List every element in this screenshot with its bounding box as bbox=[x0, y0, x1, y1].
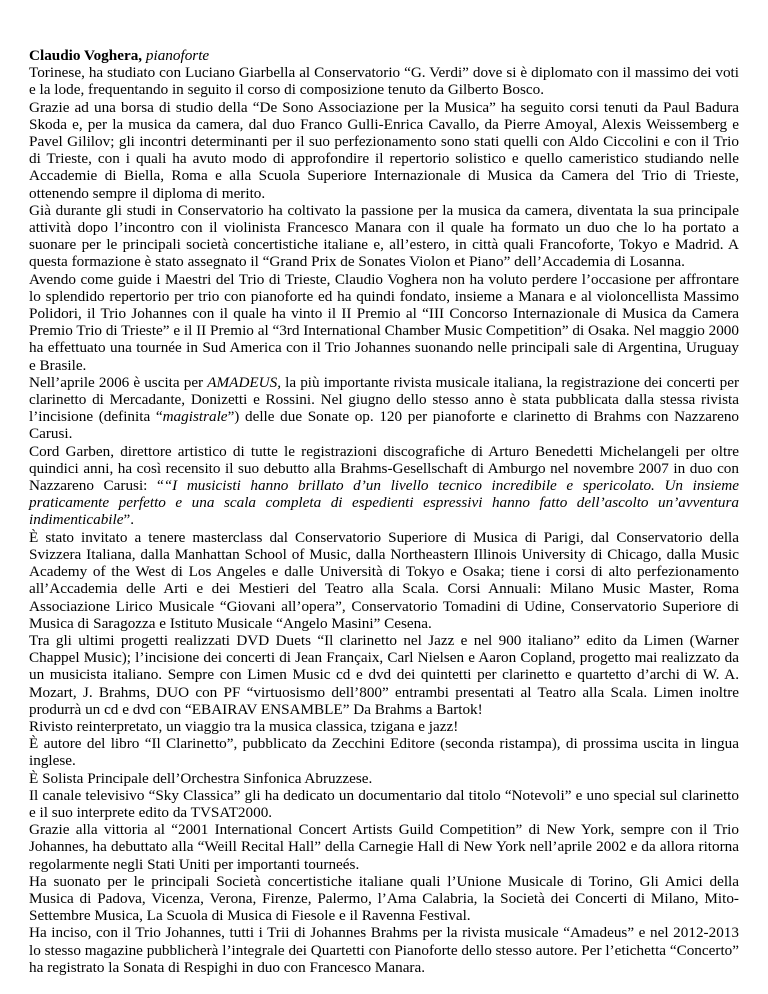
magazine-name: AMADEUS, bbox=[207, 373, 282, 391]
paragraph-recent-projects: Tra gli ultimi progetti realizzati DVD Duets “Il clarinetto nel Jazz e nel 900 italiano” edito da Limen (Warner Chappel Music); l’incisione dei concerti di Jean Françaix, Carl Nielsen e Aaron Copland, progetto mai realizzato da un musicista italiano. Sempre con Limen Music cd e dvd dei quintetti per clarinetto e quartetto d’archi di W. A. Mozart, J. Brahms, DUO con PF “virtuosismo dell’800” entrambi presentati al Teatro alla Scala. Limen inoltre produrrà un cd e dvd con “EBAIRAV ENSAMBLE” Da Brahms a Bartok! bbox=[29, 631, 739, 718]
paragraph-chamber-music: Già durante gli studi in Conservatorio ha coltivato la passione per la musica da camera, diventata la sua principale attività dopo l’incontro con il violinista Francesco Manara con il quale ha formato un duo che lo ha portato a suonare per le principali società concertistiche italiane e, all’estero, in città quali Francoforte, Tokyo e Madrid. A questa formazione è stato assegnato il “Grand Prix de Sonates Violon et Piano” dell’Accademia di Losanna. bbox=[29, 201, 739, 271]
bio-heading bbox=[29, 47, 739, 64]
paragraph-scholarship: Grazie ad una borsa di studio della “De Sono Associazione per la Musica” ha seguito corsi tenuti da Paul Badura Skoda e, per la musica da camera, dal duo Franco Gulli-Enrica Cavallo, da Pierre Amoyal, Alexis Weissemberg e Pavel Gililov; gli incontri determinanti per il suo perfezionamento sono stati quelli con Aldo Ciccolini e con il Trio di Trieste, con i quali ha avuto modo di approfondire il repertorio solistico e quello cameristico studiando nelle Accademie di Biella, Roma e alla Scuola Superiore Internazionale di Musica da Camera del Trio di Trieste, ottenendo sempre il diploma di merito. bbox=[29, 98, 739, 202]
paragraph-book: È autore del libro “Il Clarinetto”, pubblicato da Zecchini Editore (seconda ristampa), di prossima uscita in lingua inglese. bbox=[29, 735, 739, 770]
review-quote: “I musicisti hanno brillato d’un livello tecnico incredibile e spericolato. Un insieme praticamente perfetto e una scala completa di espedienti espressivi hanno fatto dell’ascolto un’avventura indimenticabile bbox=[29, 477, 739, 529]
paragraph-garben-review: Cord Garben, direttore artistico di tutte le registrazioni discografiche di Arturo Benedetti Michelangeli per oltre quindici anni, ha così recensito il suo debutto alla Brahms-Gesellschaft di Amburgo nel novembre 2007 in duo con Nazzareno Carusi: ““I musicisti hanno brillato d’un livello tecnico incredibile e spericolato. Un insieme praticamente perfetto e una scala completa di espedienti espressivi hanno fatto dell’ascolto un’avventura indimenticabile”. bbox=[29, 442, 739, 529]
artist-instrument: pianoforte bbox=[145, 47, 210, 64]
paragraph-television: Il canale televisivo “Sky Classica” gli ha dedicato un documentario dal titolo “Notevoli” e uno special sul clarinetto e il suo interprete edito da TVSAT2000. bbox=[29, 786, 739, 821]
paragraph-trio-johannes: Avendo come guide i Maestri del Trio di Trieste, Claudio Voghera non ha voluto perdere l’occasione per affrontare lo splendido repertorio per trio con pianoforte ed ha quindi fondato, insieme a Manara e al violoncellista Massimo Polidori, il Trio Johannes con il quale ha vinto il II Premio al “III Concorso Internazionale di Musica da Camera Premio Trio di Trieste” e il II Premio al “3rd International Chamber Music Competition” di Osaka. Nel maggio 2000 ha effettuato una tournée in Sud America con il Trio Johannes suonando nelle principali sale di Argentina, Uruguay e Brasile. bbox=[29, 270, 739, 374]
paragraph-masterclasses: È stato invitato a tenere masterclass dal Conservatorio Superiore di Musica di Parigi, dal Conservatorio della Svizzera Italiana, dalla Manhattan School of Music, dalla Northeastern Illinois University di Chicago, dalla Music Academy of the West di Los Angeles e dalle Università di Tokyo e Osaka; tiene i corsi di alto perfezionamento all’Accademia delle Arti e dei Mestieri del Teatro alla Scala. Corsi Annuali: Milano Music Master, Roma Associazione Lirico Musicale “Giovani all’opera”, Conservatorio Tomadini di Udine, Conservatorio Superiore di Musica di Saragozza e Istituto Musicale “Angelo Masini” Cesena. bbox=[29, 528, 739, 632]
artist-name: Claudio Voghera, bbox=[29, 47, 143, 64]
review-term: magistrale bbox=[162, 408, 228, 426]
paragraph-tagline: Rivisto reinterpretato, un viaggio tra la musica classica, tzigana e jazz! bbox=[29, 717, 459, 735]
paragraph-origins: Torinese, ha studiato con Luciano Giarbella al Conservatorio “G. Verdi” dove si è diplomato con il massimo dei voti e la lode, frequentando in seguito il corso di composizione tenuto da Gilberto Bosco. bbox=[29, 64, 739, 99]
paragraph-orchestra: È Solista Principale dell’Orchestra Sinfonica Abruzzese. bbox=[29, 769, 373, 787]
paragraph-amadeus-recordings: Nell’aprile 2006 è uscita per AMADEUS, la più importante rivista musicale italiana, la registrazione dei concerti per clarinetto di Mercadante, Donizetti e Rossini. Nel giugno dello stesso anno è stata pubblicata dalla stessa rivista l’incisione (definita “magistrale”) delle due Sonate op. 120 per pianoforte e clarinetto di Brahms con Nazzareno Carusi. bbox=[29, 373, 740, 443]
paragraph-recordings: Ha inciso, con il Trio Johannes, tutti i Trii di Johannes Brahms per la rivista musicale “Amadeus” e nel 2012-2013 lo stesso magazine pubblicherà l’integrale dei Quartetti con Pianoforte dello stesso autore. Per l’etichetta “Concerto” ha registrato la Sonata di Respighi in duo con Francesco Manara. bbox=[29, 924, 739, 976]
paragraph-concert-societies: Ha suonato per le principali Società concertistiche italiane quali l’Unione Musicale di Torino, Gli Amici della Musica di Padova, Vicenza, Verona, Firenze, Palermo, l’Ama Calabria, la Società dei Concerti di Milano, Mito-Settembre Musica, La Scuola di Musica di Fiesole e il Ravenna Festival. bbox=[29, 872, 739, 925]
paragraph-carnegie-hall: Grazie alla vittoria al “2001 International Concert Artists Guild Competition” di New York, sempre con il Trio Johannes, ha debuttato alla “Weill Recital Hall” della Carnegie Hall di New York nell’aprile 2002 e da allora ritorna regolarmente negli Stati Uniti per importanti tourneés. bbox=[29, 821, 739, 873]
